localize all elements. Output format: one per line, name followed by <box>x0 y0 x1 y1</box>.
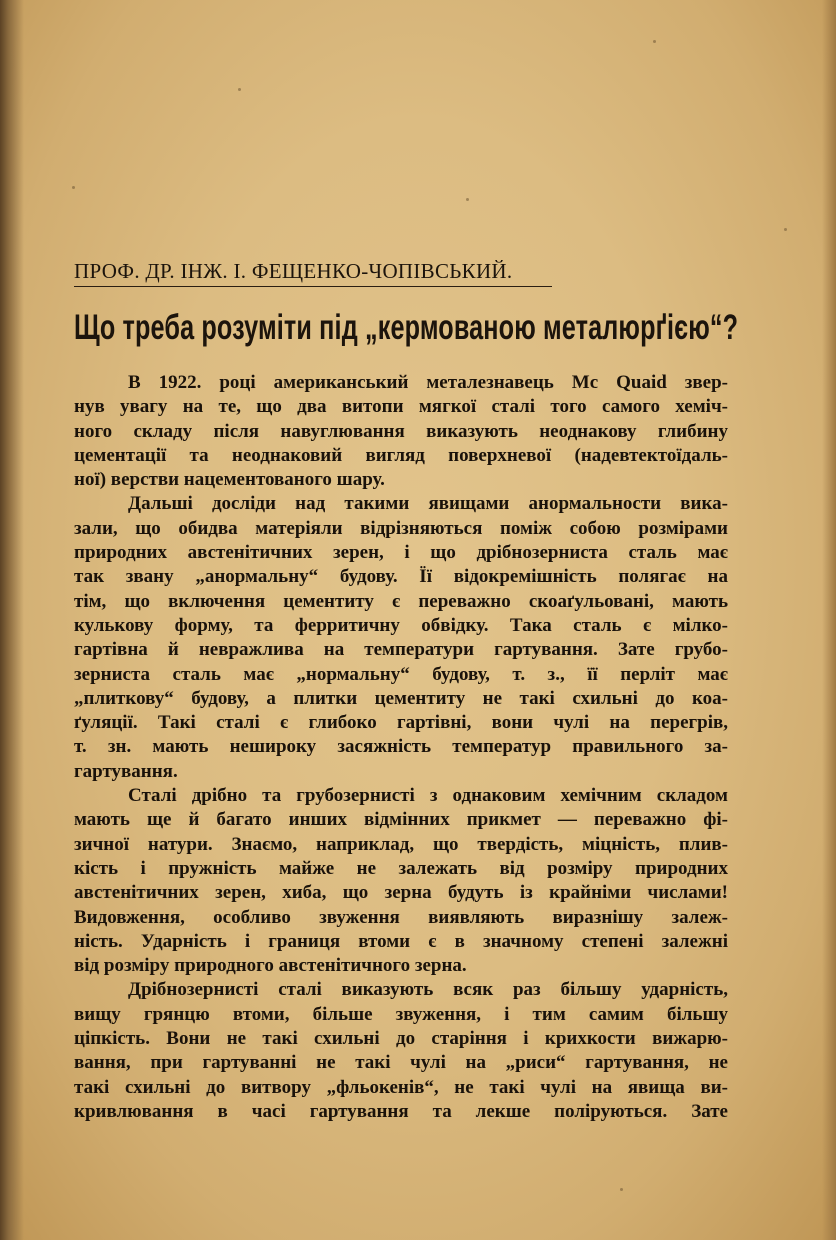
text-line: т. зн. мають нешироку засяжність температур правильного за- <box>74 736 728 758</box>
text-line: гартівна й невражлива на температури гартування. Зате грубо- <box>74 639 728 661</box>
text-line: від розміру природного австенітичного зерна. <box>74 955 467 977</box>
paper-speck <box>238 88 241 91</box>
text-line: тім, що включення цементиту є переважно скоаґульовані, мають <box>74 590 728 612</box>
paragraph <box>74 784 728 978</box>
text-line: кулькову форму, та ферритичну обвідку. Така сталь є мілко- <box>74 614 728 636</box>
page-edge-shadow <box>822 0 836 1240</box>
paragraph <box>74 371 728 492</box>
text-line: ної) верстви нацементованого шару. <box>74 469 385 491</box>
author-byline: ПРОФ. ДР. ІНЖ. І. ФЕЩЕНКО-ЧОПІВСЬКИЙ. <box>74 258 552 287</box>
text-line: ного складу після навуглювання виказують неоднакову глибину <box>74 420 728 442</box>
paper-speck <box>620 1188 623 1191</box>
text-line: Видовження, особливо звуження виявляють виразнішу залеж- <box>74 906 728 928</box>
text-line: цементації та неоднаковий вигляд поверхневої (надевтектоїдаль- <box>74 444 728 466</box>
text-line: зерниста сталь має „нормальну“ будову, т. з., її перліт має <box>74 663 728 685</box>
text-line: мають ще й багато инших відмінних прикмет — переважно фі- <box>74 809 728 831</box>
text-line: вищу грянцю втоми, більше звуження, і тим самим більшу <box>74 1003 728 1025</box>
text-line: ціпкість. Вони не такі схильні до старіння і крихкости вижарю- <box>74 1028 728 1050</box>
text-line: ґуляції. Такі сталі є глибоко гартівні, вони чулі на перегрів, <box>74 712 728 734</box>
text-line: природних австенітичних зерен, і що дрібнозерниста сталь має <box>74 542 728 564</box>
text-line: ність. Ударність і границя втоми є в значному степені залежні <box>74 930 728 952</box>
article-body <box>74 371 728 1124</box>
text-line: так звану „анормальну“ будову. Її відокремішність полягає на <box>74 566 728 588</box>
text-line: вання, при гартуванні не такі чулі на „риси“ гартування, не <box>74 1052 728 1074</box>
text-line: Дрібнозернисті сталі виказують всяк раз більшу ударність, <box>128 979 728 1001</box>
text-line: нув увагу на те, що два витопи мягкої сталі того самого хеміч- <box>74 396 728 418</box>
text-line: австенітичних зерен, хиба, що зерна будуть із крайніми числами! <box>74 882 728 904</box>
article-title: Що треба розуміти під „кермованою металюрґією“? <box>74 308 739 347</box>
paper-speck <box>466 198 469 201</box>
text-line: кривлювання в часі гартування та лекше поліруються. Зате <box>74 1100 728 1122</box>
text-line: Дальші досліди над такими явищами анормальности вика- <box>128 493 728 515</box>
text-line: такі схильні до витвору „фльокенів“, не такі чулі на явища ви- <box>74 1076 728 1098</box>
paper-speck <box>784 228 787 231</box>
text-line: кість і пружність майже не залежать від розміру природних <box>74 857 728 879</box>
book-spine-shadow <box>0 0 24 1240</box>
paper-speck <box>72 186 75 189</box>
text-line: „плиткову“ будову, а плитки цементиту не такі схильні до коа- <box>74 687 728 709</box>
text-line: зичної натури. Знаємо, наприклад, що твердість, міцність, плив- <box>74 833 728 855</box>
text-line: гартування. <box>74 760 178 782</box>
paper-speck <box>653 40 656 43</box>
text-line: зали, що обидва матеріяли відрізняються поміж собою розмірами <box>74 517 728 539</box>
paragraph <box>74 492 728 784</box>
text-line: В 1922. році американський металезнавець Mc Quaid звер- <box>128 372 728 393</box>
paragraph <box>74 978 728 1124</box>
text-line: Сталі дрібно та грубозернисті з однаковим хемічним складом <box>128 785 728 807</box>
